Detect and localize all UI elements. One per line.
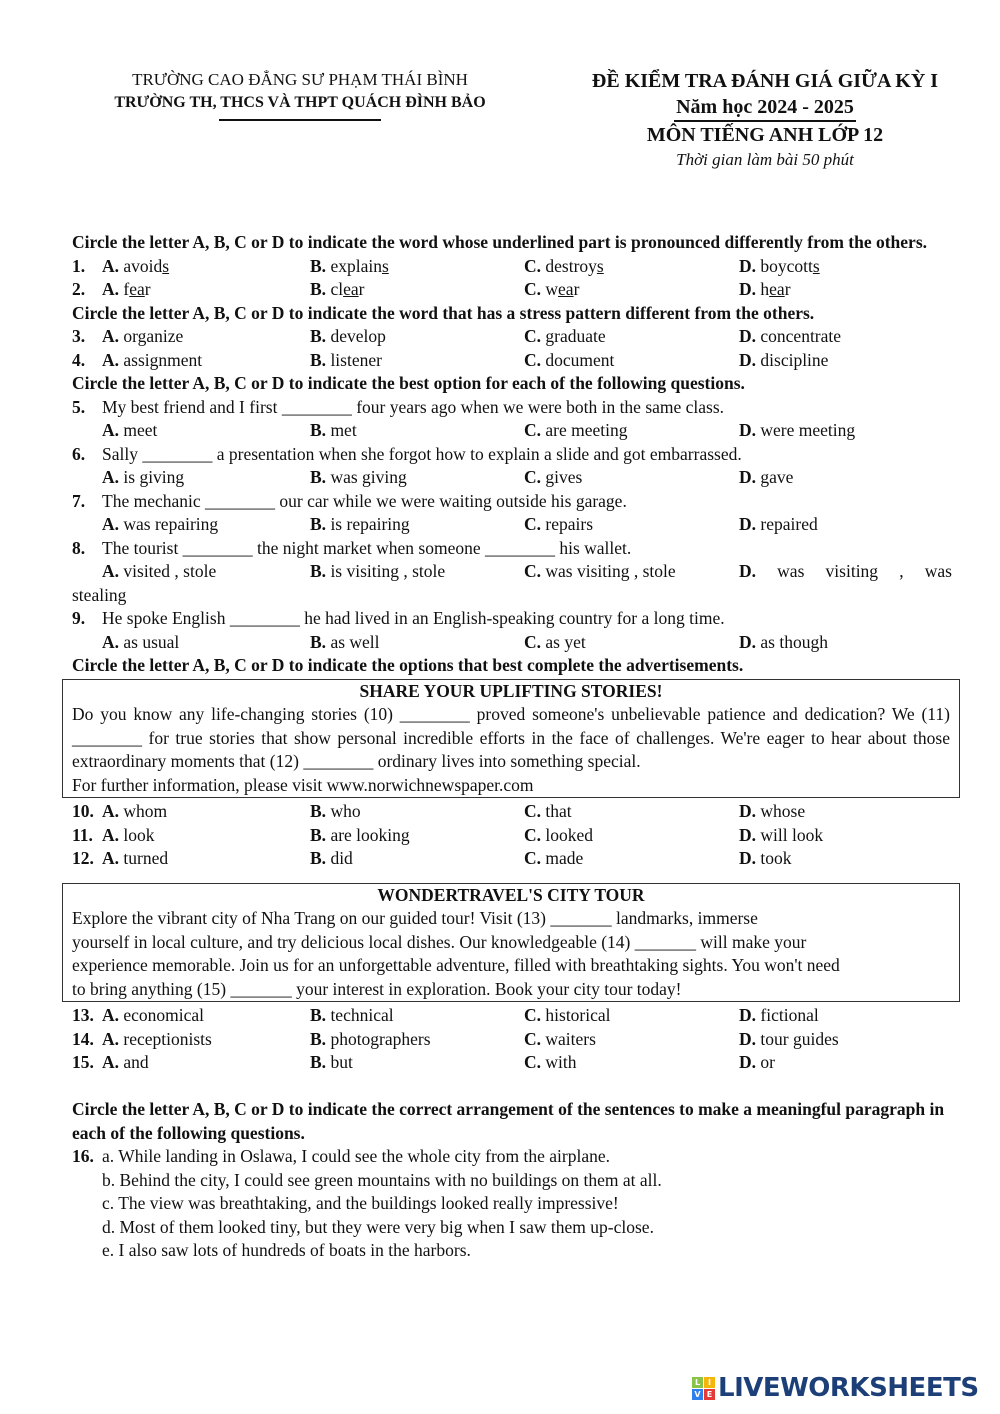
option-c[interactable]: C. was visiting , stole: [524, 561, 676, 581]
option-d[interactable]: [739, 325, 952, 349]
option-c[interactable]: [524, 1028, 739, 1052]
ad-line: to bring anything (15) _______ your interest in exploration. Book your city tour today!: [72, 978, 682, 999]
option-letter: C.: [524, 824, 542, 845]
option-text: gives: [545, 467, 583, 487]
liveworksheets-logo: [692, 1373, 979, 1403]
option-b[interactable]: [310, 824, 524, 848]
option-letter: A.: [102, 1028, 120, 1049]
option-text: that: [545, 801, 572, 821]
option-letter: D.: [739, 349, 757, 370]
question-number: 13.: [72, 1005, 94, 1025]
option-d[interactable]: [739, 1004, 952, 1028]
question-2: [72, 278, 952, 302]
option-letter: D.: [739, 420, 757, 440]
question-stem: The mechanic ________ our car while we were waiting outside his garage.: [102, 490, 627, 511]
option-d[interactable]: [739, 513, 952, 537]
advertisement-2: [62, 883, 960, 1003]
question-number: 10.: [72, 801, 94, 821]
ad-line: experience memorable. Join us for an unforgettable adventure, filled with breathtaking sights. You won't need: [72, 955, 840, 975]
option-b[interactable]: B. explains: [310, 255, 389, 276]
question-stem: My best friend and I first ________ four years ago when we were both in the same class.: [102, 396, 725, 417]
option-text: are meeting: [545, 420, 628, 440]
sentence-d: d. Most of them looked tiny, but they were very big when I saw them up-close.: [102, 1216, 654, 1237]
instruction-advertisements: Circle the letter A, B, C or D to indicate the options that best complete the advertisements.: [72, 655, 744, 675]
option-c[interactable]: [524, 466, 739, 490]
option-c[interactable]: [524, 325, 739, 349]
option-letter: D.: [739, 1005, 757, 1025]
option-letter: A.: [102, 1005, 120, 1025]
ad-line: Explore the vibrant city of Nha Trang on our guided tour! Visit (13) _______ landmarks, immerse: [72, 908, 758, 928]
option-c[interactable]: [524, 631, 739, 655]
question-stem: He spoke English ________ he had lived in an English-speaking country for a long time.: [102, 608, 725, 628]
option-letter: D.: [739, 514, 757, 534]
divider: [219, 119, 381, 121]
question-number: 11.: [72, 824, 93, 845]
question-6-options: [72, 466, 952, 490]
question-11: [72, 824, 952, 848]
option-text: but: [330, 1052, 353, 1072]
ad-title: SHARE YOUR UPLIFTING STORIES!: [359, 680, 663, 701]
option-letter: B.: [310, 326, 327, 346]
option-letter: C.: [524, 467, 542, 487]
option-b[interactable]: [310, 1051, 524, 1075]
option-letter: C.: [524, 1028, 542, 1049]
instruction-stress: Circle the letter A, B, C or D to indicate the word that has a stress pattern different from the others.: [72, 302, 815, 323]
option-text: historical: [545, 1005, 611, 1025]
option-text: graduate: [545, 326, 606, 346]
school-year: Năm học 2024 - 2025: [674, 94, 856, 122]
ad-line: yourself in local culture, and try delicious local dishes. Our knowledgeable (14) _______ will make your: [72, 931, 807, 952]
option-c[interactable]: [524, 1004, 739, 1028]
question-stem: The tourist ________ the night market when someone ________ his wallet.: [102, 537, 632, 558]
option-letter: A.: [102, 1052, 120, 1072]
option-letter: C.: [524, 1005, 542, 1025]
option-text: fictional: [760, 1005, 819, 1025]
option-d-continued: stealing: [72, 584, 127, 605]
exam-header: [560, 68, 970, 172]
question-number: 5.: [72, 396, 86, 417]
sentence-e: e. I also saw lots of hundreds of boats in the harbors.: [102, 1240, 471, 1260]
option-d[interactable]: [739, 466, 952, 490]
option-c[interactable]: [524, 419, 739, 443]
logo-icon: [692, 1377, 715, 1400]
question-number: 1.: [72, 255, 86, 276]
option-text: discipline: [760, 349, 829, 370]
option-a[interactable]: A. avoids: [102, 255, 170, 276]
option-text: are looking: [330, 824, 410, 845]
option-d[interactable]: [739, 847, 952, 871]
option-text: technical: [330, 1005, 394, 1025]
question-number: 15.: [72, 1052, 94, 1072]
option-letter: A.: [102, 349, 120, 370]
instruction-pronunciation: Circle the letter A, B, C or D to indicate the word whose underlined part is pronounced differently from the others.: [72, 232, 928, 252]
option-text: with: [545, 1052, 577, 1072]
option-text: organize: [123, 326, 184, 346]
option-text: economical: [123, 1005, 205, 1025]
question-8-stem: [72, 537, 952, 561]
option-text: turned: [123, 848, 169, 868]
option-text: photographers: [330, 1028, 431, 1049]
question-8-options: [72, 560, 952, 584]
question-number: 6.: [72, 443, 86, 464]
question-stem: Sally ________ a presentation when she forgot how to explain a slide and got embarrassed.: [102, 443, 742, 464]
option-a[interactable]: A. visited , stole: [102, 561, 217, 581]
question-5-stem: [72, 396, 952, 420]
option-text: as though: [760, 631, 828, 652]
option-d[interactable]: [739, 419, 952, 443]
sentence-c: c. The view was breathtaking, and the buildings looked really impressive!: [102, 1193, 619, 1213]
option-text: whose: [760, 801, 806, 821]
option-text: waiters: [545, 1028, 596, 1049]
option-c[interactable]: [524, 1051, 739, 1075]
option-text: who: [330, 801, 361, 821]
option-letter: D.: [739, 631, 757, 652]
option-text: were meeting: [760, 420, 856, 440]
option-letter: A.: [102, 824, 120, 845]
option-c[interactable]: [524, 824, 739, 848]
instruction-best-option: Circle the letter A, B, C or D to indicate the best option for each of the following questions.: [72, 373, 745, 393]
option-text: gave: [760, 467, 794, 487]
option-letter: A.: [102, 326, 120, 346]
option-letter: B.: [310, 801, 327, 821]
ad-body: Do you know any life-changing stories (10) ________ proved someone's unbelievable patience and dedication? We (11) ________ for true stories that show personal incredible efforts in the face of challenges. We're eager to hear about those extraordinary moments that (12) ________ ordinary lives into something special.: [72, 704, 950, 771]
sentence-a: a. While landing in Oslawa, I could see the whole city from the airplane.: [102, 1146, 610, 1166]
option-b[interactable]: [310, 1028, 524, 1052]
option-a[interactable]: [102, 824, 310, 848]
question-13: [72, 1004, 952, 1028]
option-text: as well: [330, 631, 380, 652]
option-letter: B.: [310, 420, 327, 440]
option-a[interactable]: [102, 349, 310, 373]
option-d[interactable]: [739, 631, 952, 655]
option-a[interactable]: [102, 1051, 310, 1075]
question-10: [72, 800, 952, 824]
option-letter: A.: [102, 801, 120, 821]
option-letter: C.: [524, 801, 542, 821]
option-text: is repairing: [330, 514, 410, 534]
option-letter: C.: [524, 514, 542, 534]
option-text: develop: [330, 326, 386, 346]
option-b[interactable]: [310, 419, 524, 443]
option-c[interactable]: [524, 513, 739, 537]
option-letter: D.: [739, 824, 757, 845]
question-9-options: [72, 631, 952, 655]
option-a[interactable]: [102, 419, 310, 443]
sentence-b: b. Behind the city, I could see green mountains with no buildings on them at all.: [102, 1169, 662, 1190]
ad-title: WONDERTRAVEL'S CITY TOUR: [377, 884, 645, 905]
option-letter: C.: [524, 848, 542, 868]
question-3: [72, 325, 952, 349]
option-text: was repairing: [123, 514, 219, 534]
option-letter: B.: [310, 824, 327, 845]
question-12: [72, 847, 952, 871]
option-letter: B.: [310, 1052, 327, 1072]
option-letter: C.: [524, 1052, 542, 1072]
question-number: 12.: [72, 848, 94, 868]
option-d[interactable]: [739, 1028, 952, 1052]
exam-title: ĐỀ KIỂM TRA ĐÁNH GIÁ GIỮA KỲ I: [591, 70, 939, 92]
option-letter: D.: [739, 467, 757, 487]
option-b[interactable]: [310, 349, 524, 373]
option-b[interactable]: [310, 800, 524, 824]
question-number: 9.: [72, 608, 86, 628]
option-text: whom: [123, 801, 168, 821]
option-d[interactable]: D. boycotts: [739, 255, 820, 276]
option-letter: D.: [739, 848, 757, 868]
question-number: 7.: [72, 490, 86, 511]
option-c[interactable]: [524, 349, 739, 373]
option-text: was giving: [330, 467, 407, 487]
option-letter: A.: [102, 848, 120, 868]
logo-letter: I: [704, 1377, 715, 1388]
option-letter: C.: [524, 420, 542, 440]
option-letter: D.: [739, 1052, 757, 1072]
option-letter: A.: [102, 420, 120, 440]
option-text: meet: [123, 420, 158, 440]
option-letter: A.: [102, 467, 120, 487]
option-b[interactable]: [310, 1004, 524, 1028]
school-name-2: TRƯỜNG TH, THCS VÀ THPT QUÁCH ĐÌNH BẢO: [114, 94, 486, 111]
option-c[interactable]: [524, 847, 739, 871]
logo-letter: E: [704, 1389, 715, 1400]
option-text: will look: [760, 824, 824, 845]
option-letter: D.: [739, 1028, 757, 1049]
logo-text: LIVEWORKSHEETS: [718, 1373, 979, 1403]
option-d[interactable]: D. hear: [739, 279, 791, 299]
question-number: 16.: [72, 1146, 94, 1166]
option-a[interactable]: [102, 513, 310, 537]
option-text: look: [123, 824, 155, 845]
option-text: met: [330, 420, 357, 440]
option-b[interactable]: [310, 847, 524, 871]
option-a[interactable]: [102, 466, 310, 490]
option-c[interactable]: C. destroys: [524, 255, 604, 276]
exam-content: [72, 231, 952, 1263]
option-letter: A.: [102, 514, 120, 534]
instruction-arrangement: Circle the letter A, B, C or D to indicate the correct arrangement of the sentences to make a meaningful paragraph in each of the following questions.: [72, 1099, 945, 1143]
option-letter: C.: [524, 349, 542, 370]
option-d[interactable]: [739, 824, 952, 848]
option-text: did: [330, 848, 353, 868]
option-a[interactable]: [102, 800, 310, 824]
question-7-options: [72, 513, 952, 537]
option-text: and: [123, 1052, 149, 1072]
option-text: made: [545, 848, 584, 868]
option-b[interactable]: [310, 325, 524, 349]
option-d[interactable]: D. was visiting , was: [739, 561, 952, 581]
question-4: [72, 349, 952, 373]
question-number: 4.: [72, 349, 86, 370]
option-letter: B.: [310, 848, 327, 868]
option-c[interactable]: [524, 800, 739, 824]
question-15: [72, 1051, 952, 1075]
question-number: 8.: [72, 537, 86, 558]
option-d[interactable]: [739, 349, 952, 373]
option-text: document: [545, 349, 615, 370]
option-b[interactable]: B. is visiting , stole: [310, 561, 446, 581]
option-a[interactable]: [102, 1028, 310, 1052]
option-text: repairs: [545, 514, 594, 534]
option-a[interactable]: [102, 631, 310, 655]
option-d[interactable]: [739, 1051, 952, 1075]
option-a[interactable]: [102, 847, 310, 871]
question-14: [72, 1028, 952, 1052]
exam-duration: Thời gian làm bài 50 phút: [676, 150, 854, 169]
option-b[interactable]: [310, 466, 524, 490]
logo-letter: V: [692, 1389, 703, 1400]
option-letter: B.: [310, 467, 327, 487]
option-text: as usual: [123, 631, 180, 652]
option-letter: A.: [102, 631, 120, 652]
option-text: took: [760, 848, 792, 868]
option-text: as yet: [545, 631, 586, 652]
question-16: [72, 1145, 952, 1169]
option-letter: D.: [739, 326, 757, 346]
option-b[interactable]: [310, 513, 524, 537]
option-a[interactable]: A. fear: [102, 279, 151, 299]
school-header: [60, 68, 540, 121]
option-text: listener: [330, 349, 382, 370]
option-letter: B.: [310, 631, 327, 652]
option-text: or: [760, 1052, 775, 1072]
logo-letter: L: [692, 1377, 703, 1388]
question-number: 2.: [72, 279, 86, 299]
option-letter: B.: [310, 349, 327, 370]
school-name-1: TRƯỜNG CAO ĐẲNG SƯ PHẠM THÁI BÌNH: [132, 70, 468, 89]
question-6-stem: [72, 443, 952, 467]
advertisement-1: [62, 679, 960, 799]
option-text: repaired: [760, 514, 818, 534]
question-number: 14.: [72, 1028, 94, 1049]
ad-footer: For further information, please visit www.norwichnewspaper.com: [72, 774, 534, 795]
option-letter: C.: [524, 326, 542, 346]
option-a[interactable]: [102, 1004, 310, 1028]
option-letter: B.: [310, 514, 327, 534]
option-b[interactable]: B. clear: [310, 279, 365, 299]
question-1: [72, 255, 952, 279]
option-text: is giving: [123, 467, 185, 487]
question-number: 3.: [72, 326, 86, 346]
option-letter: B.: [310, 1028, 327, 1049]
option-letter: D.: [739, 801, 757, 821]
subject: MÔN TIẾNG ANH LỚP 12: [646, 124, 884, 146]
option-text: concentrate: [760, 326, 842, 346]
option-text: tour guides: [760, 1028, 839, 1049]
option-text: receptionists: [123, 1028, 212, 1049]
option-text: assignment: [123, 349, 203, 370]
option-c[interactable]: C. wear: [524, 279, 580, 299]
question-9-stem: [72, 607, 952, 631]
option-b[interactable]: [310, 631, 524, 655]
option-letter: B.: [310, 1005, 327, 1025]
question-5-options: [72, 419, 952, 443]
question-7-stem: [72, 490, 952, 514]
option-letter: C.: [524, 631, 542, 652]
option-text: looked: [545, 824, 594, 845]
option-a[interactable]: [102, 325, 310, 349]
option-d[interactable]: [739, 800, 952, 824]
